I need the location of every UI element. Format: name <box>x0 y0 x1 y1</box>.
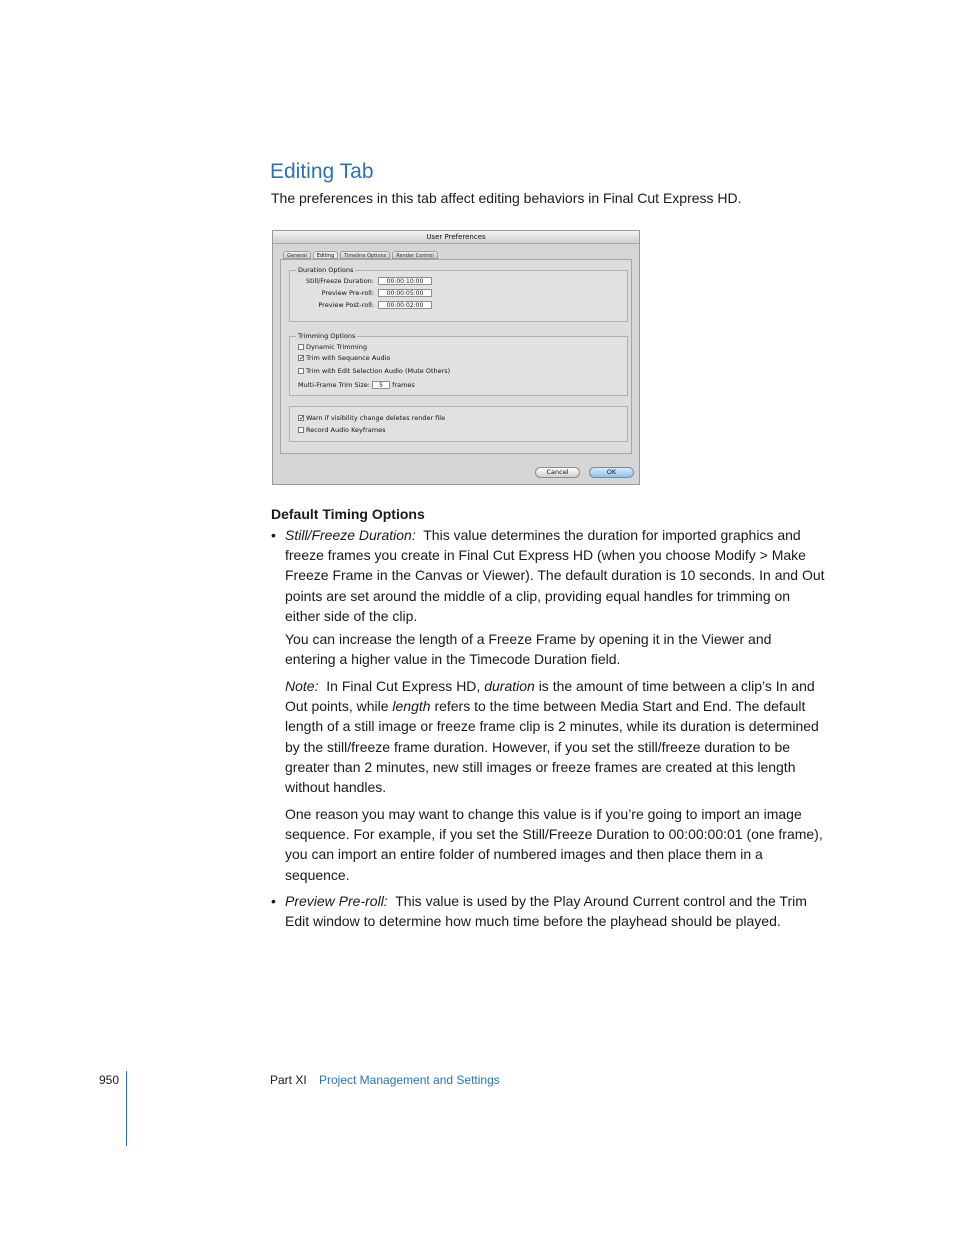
dynamic-trimming-checkbox[interactable] <box>298 344 304 350</box>
bullet-still-freeze: • <box>271 527 276 543</box>
still-freeze-paragraph <box>285 525 825 626</box>
preview-preroll-row <box>294 289 432 298</box>
preview-preroll-paragraph <box>285 891 825 931</box>
record-audio-keyframes-row <box>298 426 386 435</box>
trim-sequence-audio-label: Trim with Sequence Audio <box>306 354 391 362</box>
trim-sequence-audio-row <box>298 354 390 363</box>
section-heading: Editing Tab <box>270 160 374 183</box>
ok-button[interactable]: OK <box>589 467 634 478</box>
preview-postroll-row <box>294 301 432 310</box>
preview-postroll-label: Preview Post-roll: <box>318 301 374 309</box>
preview-postroll-field[interactable]: 00:00:02:00 <box>378 301 432 309</box>
user-preferences-dialog <box>272 230 640 485</box>
warn-render-file-label: Warn if visibility change deletes render file <box>306 414 446 422</box>
trim-edit-selection-label: Trim with Edit Selection Audio (Mute Others) <box>306 367 451 375</box>
trimming-options-group <box>289 332 628 396</box>
tab-general[interactable]: General <box>283 251 311 259</box>
trim-sequence-audio-checkbox[interactable]: ✓ <box>299 354 305 362</box>
warn-render-file-row <box>298 414 445 423</box>
increase-length-paragraph: You can increase the length of a Freeze Frame by opening it in the Viewer and entering a higher value in the Timecode Duration field. <box>285 631 772 668</box>
editing-panel <box>280 259 632 454</box>
still-freeze-text: This value determines the duration for imported graphics and freeze frames you create in Final Cut Express HD (when you choose Modify > Make Freeze Frame in the Canvas or Viewer). The default duration is 10 seconds. In and Out points are set around the middle of a clip, providing equal handles for trimming on either side of the clip. <box>285 527 825 624</box>
still-freeze-duration-field[interactable]: 00:00:10:00 <box>378 277 432 285</box>
trim-edit-selection-checkbox[interactable] <box>298 368 304 374</box>
preview-preroll-text: This value is used by the Play Around Current control and the Trim Edit window to determine how much time before the playhead should be played. <box>285 893 807 930</box>
bullet-preview-preroll: • <box>271 893 276 909</box>
duration-options-group <box>289 266 628 322</box>
preview-preroll-term: Preview Pre-roll: <box>285 893 388 909</box>
trim-edit-selection-row <box>298 367 450 376</box>
tab-render-control[interactable]: Render Control <box>392 251 437 259</box>
still-freeze-label: Still/Freeze Duration: <box>306 277 374 285</box>
note-text-1: In Final Cut Express HD, <box>326 678 481 694</box>
note-text-3: refers to the time between Media Start and End. The default length of a still image or freeze frame clip is 2 minutes, while its duration is determined by the still/freeze frame duration. However, if you set the still/freeze duration to be greater than 2 minutes, new still images or freeze frames are created at this length without handles. <box>285 698 819 796</box>
misc-options-group <box>289 406 628 442</box>
dialog-tabs <box>283 251 440 259</box>
note-duration-word: duration <box>484 678 535 694</box>
default-timing-options-heading: Default Timing Options <box>271 506 425 522</box>
note-paragraph <box>285 676 825 797</box>
note-text-2: is the amount of time between a clip’s In and Out points, while <box>285 678 815 715</box>
still-freeze-term: Still/Freeze Duration: <box>285 527 416 543</box>
note-label: Note: <box>285 678 319 694</box>
warn-render-file-checkbox[interactable]: ✓ <box>299 414 305 422</box>
preview-preroll-field[interactable]: 00:00:05:00 <box>378 289 432 297</box>
multi-frame-trim-field[interactable]: 5 <box>372 381 390 389</box>
still-freeze-row <box>294 277 432 286</box>
multi-frame-trim-unit: frames <box>392 381 415 389</box>
duration-options-label: Duration Options <box>298 266 354 274</box>
dynamic-trimming-row <box>298 343 367 352</box>
preview-preroll-label: Preview Pre-roll: <box>321 289 374 297</box>
dynamic-trimming-label: Dynamic Trimming <box>306 343 367 351</box>
record-audio-keyframes-checkbox[interactable] <box>298 427 304 433</box>
trimming-options-label: Trimming Options <box>298 332 356 340</box>
intro-paragraph: The preferences in this tab affect editing behaviors in Final Cut Express HD. <box>271 190 742 206</box>
tab-editing[interactable]: Editing <box>313 251 338 259</box>
tab-timeline-options[interactable]: Timeline Options <box>340 251 390 259</box>
note-length-word: length <box>392 698 431 715</box>
cancel-button[interactable]: Cancel <box>535 467 580 478</box>
page-number: 950 <box>99 1073 120 1087</box>
multi-frame-trim-row <box>298 381 415 390</box>
multi-frame-trim-label: Multi-Frame Trim Size: <box>298 381 370 389</box>
footer-rule <box>126 1071 127 1146</box>
record-audio-keyframes-label: Record Audio Keyframes <box>306 426 386 434</box>
footer-part: Part XI <box>270 1073 307 1087</box>
reason-paragraph: One reason you may want to change this value is if you’re going to import an image sequence. For example, if you set the Still/Freeze Duration to 00:00:00:01 (one frame), you can import an entire folder of numbered images and then place them in a sequence. <box>285 806 823 883</box>
dialog-title: User Preferences <box>273 231 639 244</box>
footer-section-link[interactable]: Project Management and Settings <box>319 1073 500 1087</box>
